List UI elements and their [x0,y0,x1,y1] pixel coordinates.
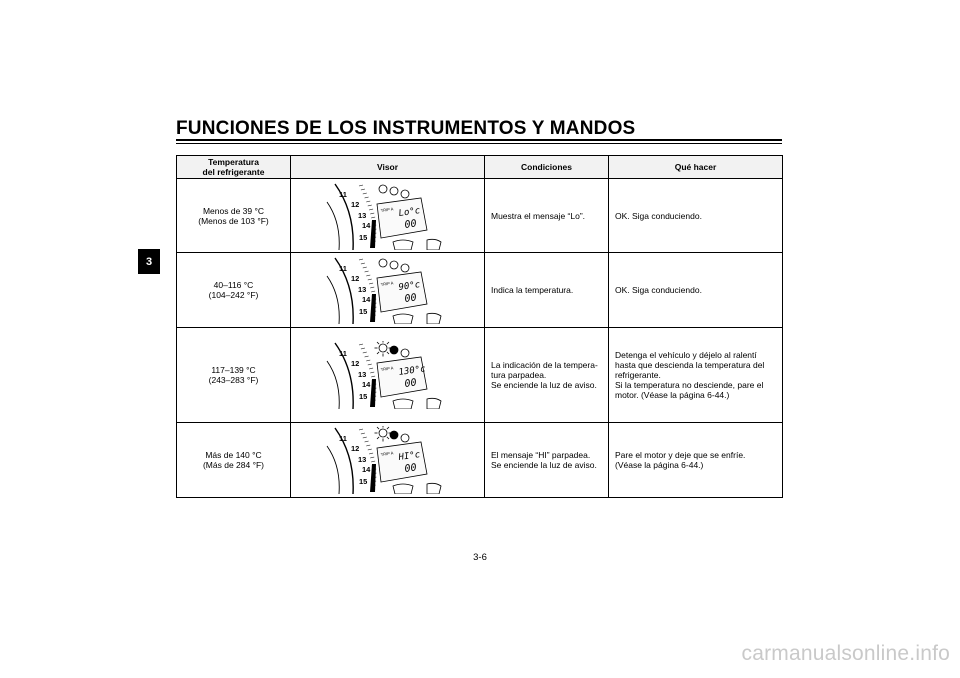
rpm-tick-label: 13 [357,210,366,220]
tachometer-tick [371,291,375,292]
tachometer-tick [366,201,370,202]
tachometer-arc [327,202,339,250]
reset-button-housing [427,483,441,494]
reset-button-housing [427,239,441,250]
display-illustration-cell [291,423,485,498]
warning-light-rays [376,427,378,429]
select-button-housing [393,314,413,324]
action-cell: OK. Siga conduciendo. [609,253,783,328]
display-illustration-cell [291,253,485,328]
tachometer-tick [367,364,371,365]
tachometer-arc [327,361,339,409]
rpm-tick-label: 14 [361,380,370,389]
reset-button-housing [427,398,441,409]
rpm-tick-label: 12 [350,359,359,368]
display-illustration-cell [291,328,485,423]
rpm-tick-label: 11 [338,434,347,443]
rpm-tick-label: 14 [361,295,370,304]
conditions-cell: Muestra el mensaje “Lo”. [485,179,609,253]
trip-label: TRIP A [379,450,394,457]
tachometer-tick [360,433,364,434]
section-tab: 3 [138,249,160,274]
select-button-housing [393,399,413,409]
tachometer-tick [359,344,363,345]
rpm-tick-label: 13 [357,455,366,464]
coolant-temperature-readout: 90°c [397,280,421,293]
tachometer-tick [367,449,371,450]
select-button-housing [393,240,413,250]
table-header-row [177,156,783,179]
coolant-temperature-table [176,155,783,498]
tachometer-tick [367,205,371,206]
display-illustration [323,256,453,324]
rpm-tick-label: 15 [358,232,367,242]
title-rule [176,139,782,141]
indicator-light-icon [401,190,409,198]
page-title: FUNCIONES DE LOS INSTRUMENTOS Y MANDOS [176,118,636,139]
tachometer-tick [360,348,364,349]
display-illustration-cell [291,179,485,253]
coolant-warning-light-icon [379,185,387,193]
action-cell: OK. Siga conduciendo. [609,179,783,253]
warning-light-rays [376,352,378,354]
header-temperature: Temperatura del refrigerante [177,156,291,179]
indicator-light-icon [401,264,409,272]
tachometer-tick [369,368,373,369]
temperature-cell: 40–116 °C (104–242 °F) [177,253,291,328]
indicator-light-icon [401,434,409,442]
tachometer-arc [327,276,339,324]
tachometer-tick [362,267,366,268]
odometer-readout: 00 [403,217,417,231]
header-conditions: Condiciones [485,156,609,179]
rpm-tick-label: 12 [350,274,359,283]
coolant-temperature-readout: HI°c [397,450,421,463]
display-illustration [323,341,453,409]
tachometer-tick [371,217,375,218]
rpm-tick-label: 13 [357,370,366,379]
tachometer-tick [370,287,374,288]
reset-button-housing [427,313,441,324]
tachometer-tick [366,360,370,361]
odometer-readout: 00 [403,292,417,305]
table-row [177,179,783,253]
indicator-light-icon [390,261,398,269]
tachometer-redzone [370,220,376,248]
rpm-tick-label: 15 [358,307,367,316]
tachometer-tick [359,259,363,260]
warning-light-rays [386,342,388,344]
tachometer-tick [367,279,371,280]
odometer-readout: 00 [403,377,417,390]
table-row [177,253,783,328]
tachometer-tick [370,213,374,214]
conditions-cell: Indica la temperatura. [485,253,609,328]
tachometer-tick [366,275,370,276]
tachometer-tick [364,441,368,442]
rpm-tick-label: 15 [358,392,367,401]
warning-light-rays [386,427,388,429]
rpm-tick-label: 11 [338,189,347,199]
indicator-light-icon [401,349,409,357]
coolant-warning-light-icon [379,429,387,437]
page-number: 3-6 [473,552,487,563]
conditions-cell: El mensaje “HI” parpadea. Se enciende la luz de aviso. [485,423,609,498]
tachometer-arc [327,446,339,494]
indicator-light-icon [390,431,398,439]
tachometer-tick [369,283,373,284]
watermark: carmanualsonline.info [741,642,950,665]
rpm-tick-label: 15 [358,477,367,486]
rpm-tick-label: 13 [357,285,366,294]
rpm-tick-label: 14 [361,465,370,474]
tachometer-tick [359,185,363,186]
rpm-tick-label: 11 [338,349,347,358]
table-row [177,423,783,498]
tachometer-tick [360,263,364,264]
tachometer-tick [371,461,375,462]
trip-label: TRIP A [379,365,394,372]
tachometer-tick [369,453,373,454]
tachometer-tick [364,271,368,272]
display-illustration [323,426,453,494]
tachometer-tick [360,189,364,190]
tachometer-tick [370,372,374,373]
warning-light-rays [386,352,388,354]
header-display: Visor [291,156,485,179]
select-button-housing [393,484,413,494]
tachometer-tick [364,197,368,198]
tachometer-redzone [370,379,376,407]
tachometer-tick [370,457,374,458]
coolant-warning-light-icon [379,259,387,267]
conditions-cell: La indicación de la tempera- tura parpadea. Se enciende la luz de aviso. [485,328,609,423]
warning-light-rays [386,437,388,439]
tachometer-tick [362,193,366,194]
trip-label: TRIP A [379,205,394,213]
coolant-temperature-readout: 130°c [397,364,426,378]
tachometer-tick [364,356,368,357]
indicator-light-icon [390,187,398,195]
trip-label: TRIP A [379,280,394,287]
rpm-tick-label: 14 [361,220,370,230]
temperature-cell: Más de 140 °C (Más de 284 °F) [177,423,291,498]
tachometer-tick [359,429,363,430]
tachometer-redzone [370,294,376,322]
temperature-cell: 117–139 °C (243–283 °F) [177,328,291,423]
header-action: Qué hacer [609,156,783,179]
temperature-cell: Menos de 39 °C (Menos de 103 °F) [177,179,291,253]
title-rule-thin [176,143,782,144]
coolant-warning-light-icon [379,344,387,352]
rpm-tick-label: 12 [350,199,359,209]
coolant-temperature-readout: Lo°c [397,205,421,219]
tachometer-tick [362,437,366,438]
rpm-tick-label: 12 [350,444,359,453]
tachometer-tick [362,352,366,353]
warning-light-rays [376,342,378,344]
action-cell: Pare el motor y deje que se enfríe. (Véase la página 6-44.) [609,423,783,498]
rpm-tick-label: 11 [338,264,347,273]
tachometer-tick [369,209,373,210]
indicator-light-icon [390,346,398,354]
table-row [177,328,783,423]
tachometer-redzone [370,464,376,492]
odometer-readout: 00 [403,462,417,475]
tachometer-tick [371,376,375,377]
tachometer-tick [366,445,370,446]
warning-light-rays [376,437,378,439]
display-illustration [323,182,453,250]
action-cell: Detenga el vehículo y déjelo al ralentí hasta que descienda la temperatura del refrigerante. Si la temperatura no desciende, pare el motor. (Véase la página 6-44.) [609,328,783,423]
